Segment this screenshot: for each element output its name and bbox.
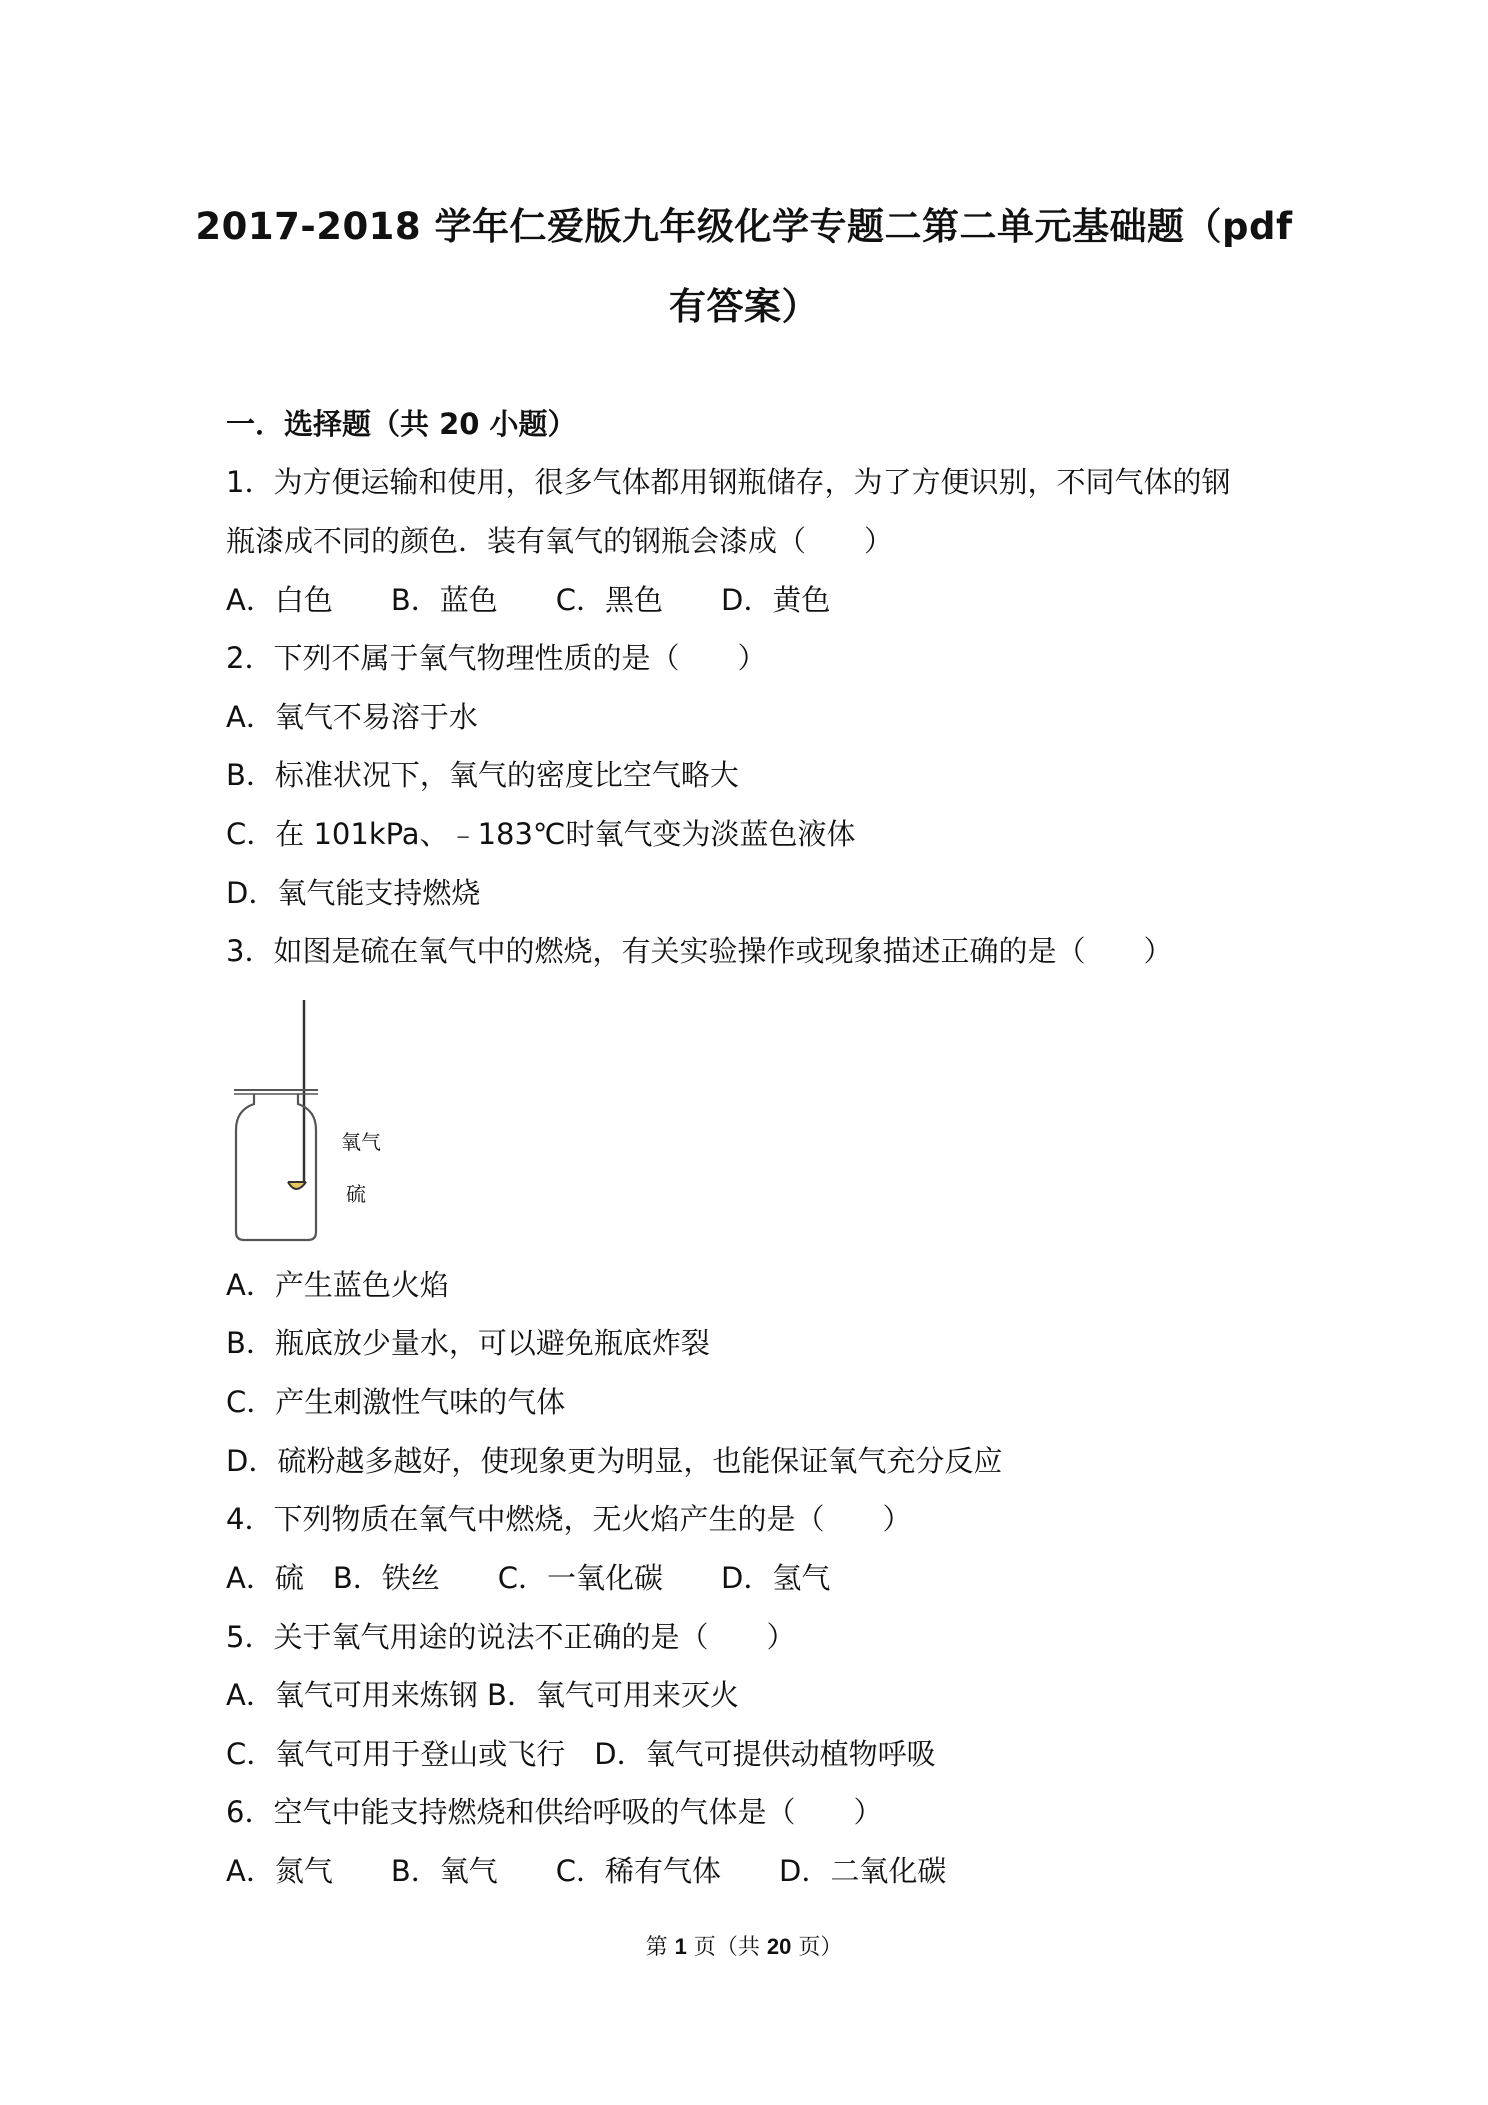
question-1-line-2: 瓶漆成不同的颜色．装有氧气的钢瓶会漆成（ ） bbox=[226, 524, 894, 558]
question-2-option-b: B．标准状况下，氧气的密度比空气略大 bbox=[226, 758, 739, 792]
question-3-stem: 3．如图是硫在氧气中的燃烧，有关实验操作或现象描述正确的是（ ） bbox=[226, 934, 1173, 968]
footer-suffix: 页） bbox=[791, 1935, 843, 1960]
total-pages-number: 20 bbox=[766, 1934, 792, 1959]
sulfur-label: 硫 bbox=[346, 1182, 366, 1206]
question-6-stem: 6．空气中能支持燃烧和供给呼吸的气体是（ ） bbox=[226, 1795, 883, 1829]
document-title-line-2: 有答案） bbox=[669, 285, 819, 328]
page-footer bbox=[0, 1930, 1488, 1961]
question-3-option-c: C．产生刺激性气味的气体 bbox=[226, 1385, 566, 1419]
sulfur-combustion-figure bbox=[226, 1000, 406, 1245]
question-5-stem: 5．关于氧气用途的说法不正确的是（ ） bbox=[226, 1620, 796, 1654]
question-4-stem: 4．下列物质在氧气中燃烧，无火焰产生的是（ ） bbox=[226, 1502, 912, 1536]
question-2-option-c: C．在 101kPa、﹣183℃时氧气变为淡蓝色液体 bbox=[226, 817, 856, 851]
question-3-option-b: B．瓶底放少量水，可以避免瓶底炸裂 bbox=[226, 1326, 710, 1360]
question-4-options: A．硫 B．铁丝 C．一氧化碳 D．氢气 bbox=[226, 1561, 831, 1595]
question-5-options-ab: A．氧气可用来炼钢 B．氧气可用来灭火 bbox=[226, 1678, 739, 1712]
document-title-line-1: 2017-2018 学年仁爱版九年级化学专题二第二单元基础题（pdf bbox=[195, 205, 1293, 248]
question-2-option-d: D．氧气能支持燃烧 bbox=[226, 876, 481, 910]
question-1-line-1: 1．为方便运输和使用，很多气体都用钢瓶储存，为了方便识别，不同气体的钢 bbox=[226, 465, 1231, 499]
question-3-option-a: A．产生蓝色火焰 bbox=[226, 1268, 449, 1302]
footer-middle: 页（共 bbox=[686, 1935, 767, 1960]
gas-jar-illustration bbox=[226, 1000, 406, 1245]
oxygen-label: 氧气 bbox=[341, 1130, 381, 1154]
question-3-option-d: D．硫粉越多越好，使现象更为明显，也能保证氧气充分反应 bbox=[226, 1444, 1003, 1478]
question-2-stem: 2．下列不属于氧气物理性质的是（ ） bbox=[226, 641, 767, 675]
question-1-options: A．白色 B．蓝色 C．黑色 D．黄色 bbox=[226, 583, 831, 617]
section-heading: 一．选择题（共 20 小题） bbox=[226, 407, 577, 441]
footer-prefix: 第 bbox=[645, 1935, 675, 1960]
question-5-options-cd: C．氧气可用于登山或飞行 D．氧气可提供动植物呼吸 bbox=[226, 1737, 936, 1771]
current-page-number: 1 bbox=[674, 1934, 687, 1959]
question-2-option-a: A．氧气不易溶于水 bbox=[226, 700, 478, 734]
question-6-options: A．氮气 B．氧气 C．稀有气体 D．二氧化碳 bbox=[226, 1854, 947, 1888]
